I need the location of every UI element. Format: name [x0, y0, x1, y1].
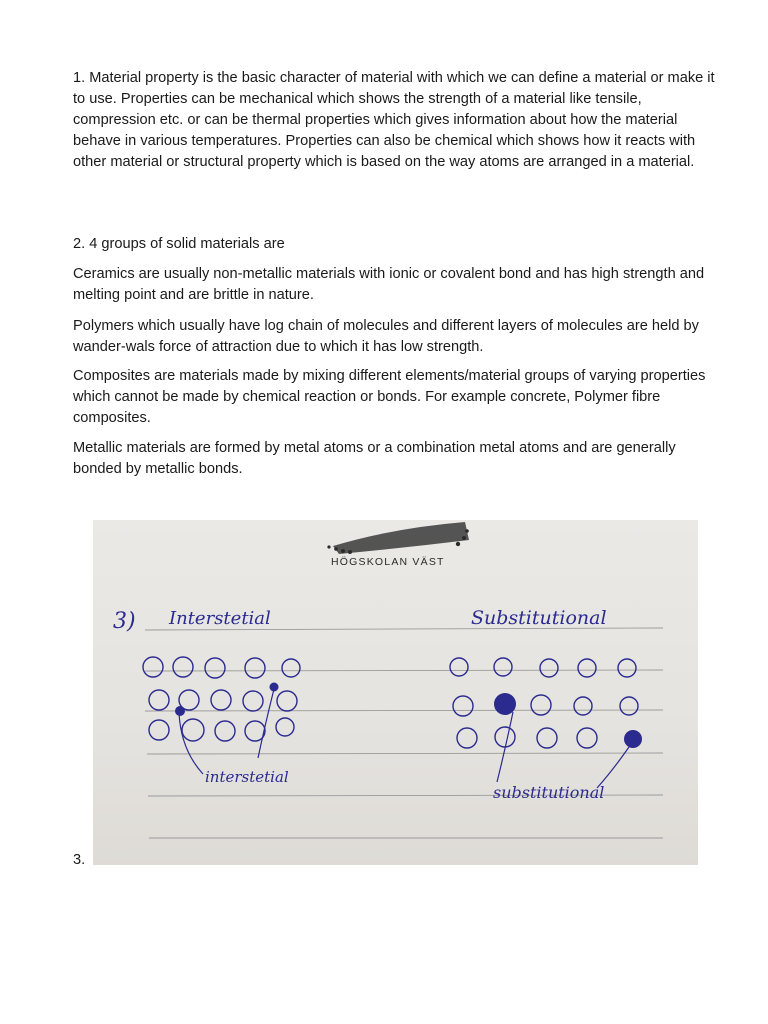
atom-circle: [537, 728, 557, 748]
atom-circle: [494, 658, 512, 676]
logo-dot: [334, 547, 338, 551]
logo-dot-arc: [333, 522, 469, 554]
ruled-line: [147, 753, 663, 754]
logo-dot: [341, 549, 345, 553]
logo-dot: [462, 536, 466, 540]
paragraph-ceramics: [73, 264, 723, 306]
paragraph-material-property: [73, 68, 723, 173]
university-logo: [327, 522, 469, 568]
pointer-line: [179, 713, 203, 774]
paragraph-text: Ceramics are usually non-metallic materials with ionic or covalent bond and has high strength and melting point and are brittle in nature.: [73, 266, 705, 303]
paragraph-text: Polymers which usually have log chain of molecules and different layers of molecules are held by wander-wals force of attraction due to which it has low strength.: [73, 318, 699, 355]
pointer-line: [497, 712, 513, 782]
atom-circle: [453, 696, 473, 716]
logo-text: HÖGSKOLAN VÄST: [331, 556, 445, 568]
atom-circle: [450, 658, 468, 676]
logo-dot: [348, 550, 352, 554]
paragraph-solid-groups: [73, 234, 723, 255]
atom-circle: [620, 697, 638, 715]
right-title: Substitutional: [471, 607, 607, 629]
pointer-line: [258, 689, 274, 758]
atom-circle: [577, 728, 597, 748]
atom-circle: [245, 658, 265, 678]
item-number-3: 3.: [73, 852, 86, 868]
notes-drawing: [93, 520, 698, 865]
atom-circle: [143, 657, 163, 677]
substitutional-atom: [624, 730, 642, 748]
atom-circle: [457, 728, 477, 748]
atom-circle: [277, 691, 297, 711]
paragraph-text: 1. Material property is the basic character of material with which we can define a material or make it to use. Properties can be mechanical which shows the strength of a material like tensile, compression etc. or can be thermal properties which gives information about how the material behave in various temperatures. Properties can also be chemical which shows how it reacts with other material or structural property which is based on the way atoms are arranged in a material.: [73, 70, 715, 170]
paragraph-text: 2. 4 groups of solid materials are: [73, 236, 285, 252]
atom-circle: [618, 659, 636, 677]
atom-circle: [182, 719, 204, 741]
atom-circle: [149, 690, 169, 710]
logo-dot: [327, 545, 330, 548]
atom-circle: [276, 718, 294, 736]
logo-dot: [465, 529, 469, 533]
paragraph-composites: [73, 366, 723, 429]
question-number: 3): [113, 609, 136, 634]
ruled-line: [145, 670, 663, 671]
substitutional-atom: [494, 693, 516, 715]
atom-circle: [149, 720, 169, 740]
left-label: interstetial: [205, 768, 289, 786]
atom-circle: [173, 657, 193, 677]
handwritten-notes-photo: [93, 520, 698, 865]
paragraph-text: Composites are materials made by mixing different elements/material groups of varying properties which cannot be made by chemical reaction or bonds. For example concrete, Polymer fibre composites.: [73, 368, 706, 426]
atom-circle: [282, 659, 300, 677]
atom-circle: [243, 691, 263, 711]
paragraph-polymers: [73, 316, 723, 358]
atom-circle: [574, 697, 592, 715]
paragraph-metallic: [73, 438, 723, 480]
substitutional-pointers: [497, 712, 629, 788]
atom-circle: [205, 658, 225, 678]
right-label: substitutional: [493, 783, 605, 802]
substitutional-lattice: [450, 658, 638, 748]
substitutional-atoms: [494, 693, 642, 748]
interstitial-atom: [175, 706, 185, 716]
atom-circle: [578, 659, 596, 677]
atom-circle: [211, 690, 231, 710]
atom-circle: [495, 727, 515, 747]
paragraph-text: Metallic materials are formed by metal atoms or a combination metal atoms and are generally bonded by metallic bonds.: [73, 440, 676, 477]
atom-circle: [540, 659, 558, 677]
interstitial-lattice: [143, 657, 300, 741]
atom-circle: [531, 695, 551, 715]
left-title: Interstetial: [169, 608, 271, 629]
logo-dot: [456, 542, 460, 546]
interstitial-pointers: [179, 689, 274, 774]
atom-circle: [215, 721, 235, 741]
